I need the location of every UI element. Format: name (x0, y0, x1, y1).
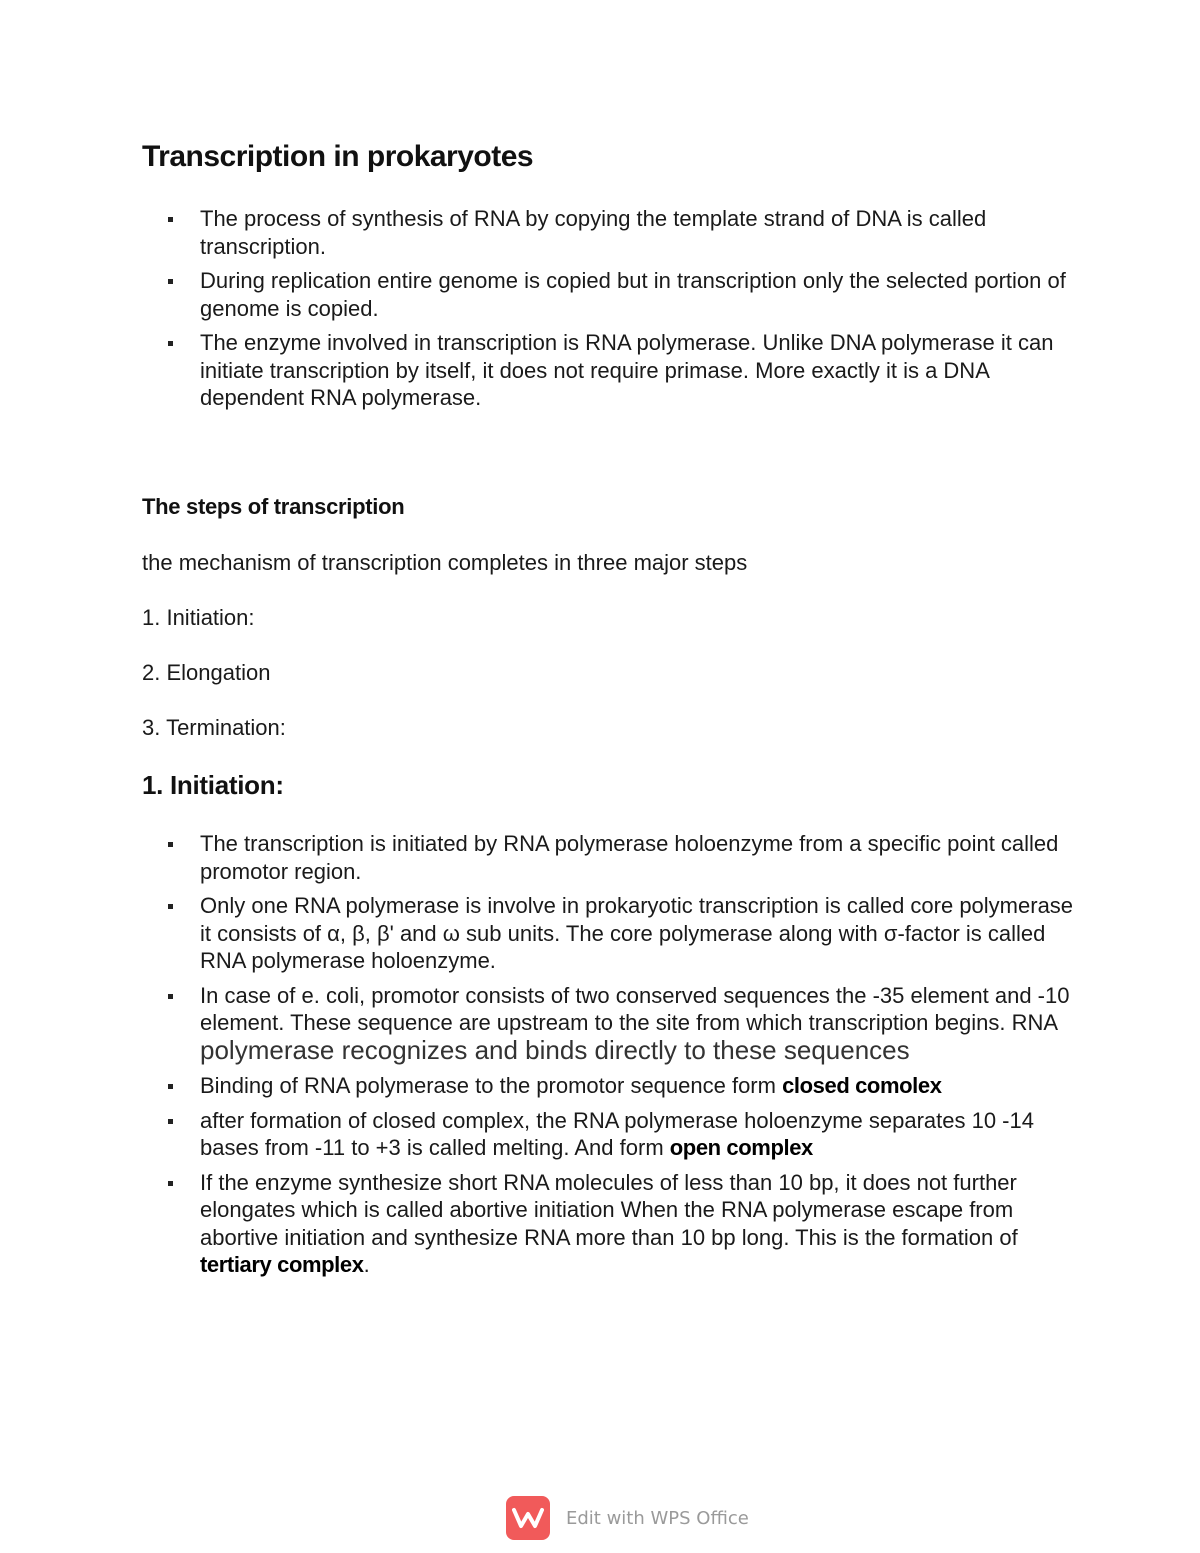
bullet-text-end: . (363, 1252, 370, 1277)
bold-term-open-complex: open complex (669, 1135, 813, 1160)
step-item-initiation: 1. Initiation: (142, 605, 255, 630)
wps-logo-icon (506, 1496, 550, 1540)
bullet-text: Binding of RNA polymerase to the promotor sequence form (200, 1073, 783, 1098)
bold-term-closed-complex: closed comolex (782, 1073, 942, 1098)
mechanism-text: the mechanism of transcription completes in three major steps (142, 550, 748, 575)
step-item-elongation: 2. Elongation (142, 660, 271, 685)
bullet-text: If the enzyme synthesize short RNA molecules of less than 10 bp, it does not further elongates which is called abortive initiation When the RNA polymerase escape from abortive initiation and synthesize RNA more than 10 bp long. This is the formation of (200, 1169, 1018, 1250)
list-item (160, 1107, 1080, 1162)
list-item: The process of synthesis of RNA by copying the template strand of DNA is called transcription. (160, 205, 1080, 260)
step-item-termination: 3. Termination: (142, 715, 286, 740)
list-item: During replication entire genome is copied but in transcription only the selected portion of genome is copied. (160, 267, 1080, 322)
bold-term-tertiary-complex: tertiary complex (200, 1252, 364, 1277)
wps-edit-label: Edit with WPS Office (566, 1507, 749, 1529)
bullet-text: In case of e. coli, promotor consists of two conserved sequences the -35 element and -10 element. These sequence are upstream to the site from which transcription begins. RNA (200, 982, 1070, 1035)
wps-edit-badge[interactable] (506, 1496, 749, 1540)
bullet-text: after formation of closed complex, the RNA polymerase holoenzyme separates 10 -14 bases from -11 to +3 is called melting. And form (200, 1107, 1034, 1160)
initiation-heading: 1. Initiation: (142, 770, 284, 800)
bullet-text-large: polymerase recognizes and binds directly to these sequences (200, 1034, 910, 1065)
intro-bullet-list (160, 205, 1080, 419)
list-item (160, 1072, 1080, 1100)
steps-heading: The steps of transcription (142, 494, 405, 519)
list-item: Only one RNA polymerase is involve in prokaryotic transcription is called core polymerase it consists of α, β, β' and ω sub units. The core polymerase along with σ-factor is called RNA polymerase holoenzyme. (160, 892, 1080, 975)
initiation-bullet-list (160, 830, 1080, 1286)
list-item (160, 982, 1080, 1066)
document-title: Transcription in prokaryotes (142, 140, 534, 173)
list-item (160, 1169, 1080, 1279)
list-item: The enzyme involved in transcription is RNA polymerase. Unlike DNA polymerase it can initiate transcription by itself, it does not require primase. More exactly it is a DNA dependent RNA polymerase. (160, 329, 1080, 412)
list-item: The transcription is initiated by RNA polymerase holoenzyme from a specific point called promotor region. (160, 830, 1080, 885)
